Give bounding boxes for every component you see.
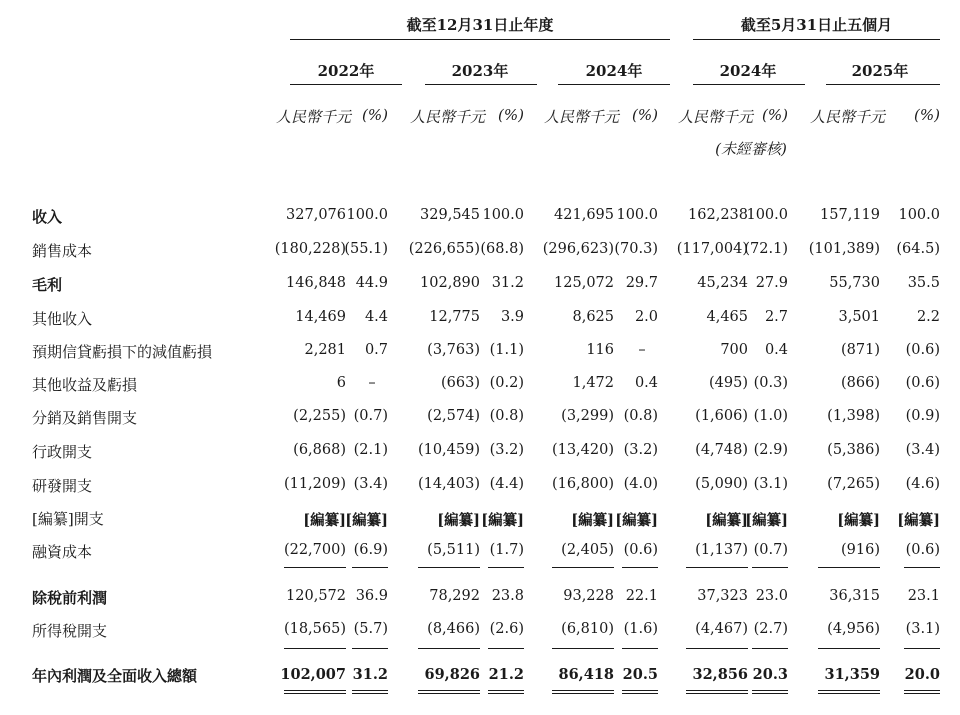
year-header: 2022年 [317,62,375,80]
subtotal-rule [418,648,480,649]
cell-amount: 4,465 [706,309,748,325]
total-double-rule [418,690,480,691]
subtotal-rule [818,648,880,649]
cell-percent: 100.0 [346,207,388,223]
cell-amount: 329,545 [420,207,480,223]
unit-amount-header: 人民幣千元 [678,108,754,126]
total-double-rule [552,690,614,691]
subtotal-rule [488,648,524,649]
subtotal-rule [686,567,748,568]
row-label: [編纂]開支 [32,510,104,528]
cell-percent: (2.6) [489,621,524,637]
subtotal-rule [488,567,524,568]
total-double-rule [622,693,658,694]
cell-amount: 8,625 [572,309,614,325]
cell-percent: 2.7 [764,309,788,325]
unaudited-note: (未經審核) [715,140,787,158]
row-label: 銷售成本 [32,242,93,260]
subtotal-rule [904,648,940,649]
cell-amount: (1,398) [827,408,880,424]
cell-percent: 20.0 [904,666,940,683]
group-underline [693,39,940,40]
year-underline [558,84,670,85]
total-double-rule [904,690,940,691]
cell-amount: 32,856 [692,666,748,683]
cell-amount: 78,292 [429,588,480,604]
cell-percent: (1.0) [753,408,788,424]
unit-pct-header: (%) [914,106,940,124]
cell-amount: (3,299) [561,408,614,424]
cell-amount: (4,467) [695,621,748,637]
row-label: 融資成本 [32,543,93,561]
year-header: 2023年 [451,62,509,80]
cell-amount: 1,472 [572,375,614,391]
cell-amount: 102,890 [420,275,480,291]
subtotal-rule [552,648,614,649]
cell-amount: (495) [709,375,748,391]
cell-percent: [編纂] [897,512,940,529]
year-underline [290,84,402,85]
cell-amount: 36,315 [829,588,880,604]
cell-amount: (226,655) [408,241,480,257]
cell-amount: 102,007 [280,666,346,683]
total-double-rule [686,690,748,691]
subtotal-rule [418,567,480,568]
cell-percent: 20.3 [752,666,788,683]
cell-percent: 44.9 [355,275,388,291]
cell-amount: (10,459) [417,442,480,458]
total-double-rule [352,690,388,691]
cell-percent: – [638,342,646,358]
cell-percent: – [368,375,376,391]
cell-percent: 0.4 [764,342,788,358]
total-double-rule [686,693,748,694]
cell-amount: (5,090) [695,476,748,492]
total-double-rule [818,690,880,691]
subtotal-rule [752,567,788,568]
cell-amount: 125,072 [554,275,614,291]
cell-amount: (3,763) [427,342,480,358]
cell-amount: (6,868) [293,442,346,458]
cell-amount: (1,137) [695,542,748,558]
cell-percent: 4.4 [364,309,388,325]
cell-amount: [編纂] [837,512,880,529]
row-label: 毛利 [32,276,63,294]
unit-amount-header: 人民幣千元 [410,108,486,126]
year-header: 2025年 [851,62,909,80]
cell-percent: 100.0 [898,207,940,223]
cell-amount: 31,359 [824,666,880,683]
cell-percent: (4.0) [623,476,658,492]
cell-amount: 45,234 [697,275,748,291]
row-label: 年內利潤及全面收入總額 [32,667,198,685]
cell-amount: (1,606) [695,408,748,424]
cell-percent: 23.8 [491,588,524,604]
cell-percent: (0.8) [489,408,524,424]
cell-amount: 116 [586,342,614,358]
cell-amount: 14,469 [295,309,346,325]
year-underline [693,84,805,85]
total-double-rule [418,693,480,694]
cell-amount: (5,511) [427,542,480,558]
cell-percent: (0.6) [623,542,658,558]
unit-amount-header: 人民幣千元 [276,108,352,126]
cell-amount: (22,700) [283,542,346,558]
cell-amount: (2,574) [427,408,480,424]
unit-amount-header: 人民幣千元 [544,108,620,126]
cell-percent: (2.7) [753,621,788,637]
cell-percent: (4.4) [489,476,524,492]
row-label: 所得稅開支 [32,622,108,640]
cell-amount: (6,810) [561,621,614,637]
cell-amount: [編纂] [705,512,748,529]
cell-amount: 6 [336,375,346,391]
subtotal-rule [284,567,346,568]
cell-amount: 3,501 [838,309,880,325]
cell-percent: 100.0 [482,207,524,223]
total-double-rule [904,693,940,694]
cell-amount: (16,800) [551,476,614,492]
cell-amount: (18,565) [283,621,346,637]
cell-percent: 22.1 [625,588,658,604]
total-double-rule [352,693,388,694]
cell-percent: 2.2 [916,309,940,325]
year-header: 2024年 [719,62,777,80]
cell-percent: 3.9 [500,309,524,325]
cell-amount: (871) [841,342,880,358]
cell-amount: 86,418 [558,666,614,683]
cell-amount: (866) [841,375,880,391]
group-header-full-year: 截至12月31日止年度 [406,16,554,34]
cell-percent: (1.7) [489,542,524,558]
cell-percent: 21.2 [488,666,524,683]
subtotal-rule [752,648,788,649]
cell-amount: (117,004) [676,241,748,257]
cell-percent: (3.2) [623,442,658,458]
cell-percent: (0.3) [753,375,788,391]
cell-percent: 100.0 [746,207,788,223]
cell-amount: [編纂] [437,512,480,529]
cell-amount: 2,281 [304,342,346,358]
cell-amount: 120,572 [286,588,346,604]
cell-percent: 20.5 [622,666,658,683]
total-double-rule [552,693,614,694]
row-label: 預期信貸虧損下的減值虧損 [32,343,213,361]
total-double-rule [752,690,788,691]
cell-percent: 36.9 [355,588,388,604]
cell-amount: (4,956) [827,621,880,637]
cell-percent: (72.1) [744,241,788,257]
cell-percent: (0.7) [753,542,788,558]
cell-amount: (180,228) [274,241,346,257]
year-underline [826,84,940,85]
cell-percent: [編纂] [745,512,788,529]
unit-pct-header: (%) [632,106,658,124]
cell-percent: (0.6) [905,342,940,358]
subtotal-rule [904,567,940,568]
cell-amount: 421,695 [554,207,614,223]
cell-percent: (55.1) [344,241,388,257]
cell-amount: [編纂] [571,512,614,529]
cell-percent: 0.7 [364,342,388,358]
total-double-rule [752,693,788,694]
cell-percent: (2.1) [353,442,388,458]
cell-amount: (2,405) [561,542,614,558]
cell-amount: 93,228 [563,588,614,604]
cell-percent: 31.2 [491,275,524,291]
subtotal-rule [552,567,614,568]
cell-percent: 23.1 [907,588,940,604]
subtotal-rule [352,567,388,568]
cell-percent: [編纂] [481,512,524,529]
row-label: 分銷及銷售開支 [32,409,138,427]
cell-amount: 157,119 [820,207,880,223]
cell-amount: (663) [441,375,480,391]
total-double-rule [622,690,658,691]
cell-amount: 700 [720,342,748,358]
cell-amount: 12,775 [429,309,480,325]
cell-percent: (0.6) [905,542,940,558]
row-label: 行政開支 [32,443,93,461]
cell-percent: 0.4 [634,375,658,391]
cell-percent: (4.6) [905,476,940,492]
cell-percent: (3.1) [753,476,788,492]
cell-percent: (0.8) [623,408,658,424]
cell-percent: (6.9) [353,542,388,558]
cell-percent: (3.2) [489,442,524,458]
cell-amount: (8,466) [427,621,480,637]
row-label: 收入 [32,208,63,226]
unit-pct-header: (%) [362,106,388,124]
unit-pct-header: (%) [498,106,524,124]
total-double-rule [818,693,880,694]
row-label: 研發開支 [32,477,93,495]
subtotal-rule [622,567,658,568]
cell-amount: (14,403) [417,476,480,492]
cell-percent: (0.2) [489,375,524,391]
cell-percent: (0.7) [353,408,388,424]
cell-percent: (1.1) [489,342,524,358]
row-label: 其他收益及虧損 [32,376,138,394]
row-label: 其他收入 [32,310,93,328]
cell-percent: (1.6) [623,621,658,637]
cell-percent: 31.2 [352,666,388,683]
cell-percent: (0.6) [905,375,940,391]
cell-amount: (5,386) [827,442,880,458]
cell-percent: [編纂] [345,512,388,529]
group-header-five-months: 截至5月31日止五個月 [740,16,893,34]
cell-amount: (2,255) [293,408,346,424]
total-double-rule [284,690,346,691]
total-double-rule [488,690,524,691]
cell-amount: (11,209) [283,476,346,492]
cell-percent: 35.5 [907,275,940,291]
cell-amount: (13,420) [551,442,614,458]
cell-percent: (2.9) [753,442,788,458]
cell-percent: 29.7 [625,275,658,291]
year-header: 2024年 [585,62,643,80]
cell-percent: 27.9 [755,275,788,291]
cell-amount: (101,389) [808,241,880,257]
cell-percent: (68.8) [480,241,524,257]
cell-amount: 162,238 [688,207,748,223]
cell-amount: 69,826 [424,666,480,683]
subtotal-rule [818,567,880,568]
cell-percent: [編纂] [615,512,658,529]
row-label: 除稅前利潤 [32,589,108,607]
cell-percent: (3.4) [353,476,388,492]
unit-amount-header: 人民幣千元 [810,108,886,126]
cell-percent: 100.0 [616,207,658,223]
cell-percent: (3.4) [905,442,940,458]
subtotal-rule [352,648,388,649]
cell-percent: (70.3) [614,241,658,257]
cell-amount: (296,623) [542,241,614,257]
cell-percent: 2.0 [634,309,658,325]
cell-amount: 55,730 [829,275,880,291]
cell-amount: (4,748) [695,442,748,458]
cell-percent: (0.9) [905,408,940,424]
unit-pct-header: (%) [762,106,788,124]
subtotal-rule [284,648,346,649]
cell-amount: 146,848 [286,275,346,291]
cell-amount: (916) [841,542,880,558]
cell-percent: (64.5) [896,241,940,257]
cell-percent: (3.1) [905,621,940,637]
cell-amount: (7,265) [827,476,880,492]
total-double-rule [488,693,524,694]
cell-amount: 37,323 [697,588,748,604]
year-underline [425,84,537,85]
subtotal-rule [686,648,748,649]
cell-percent: 23.0 [755,588,788,604]
cell-amount: 327,076 [286,207,346,223]
cell-percent: (5.7) [353,621,388,637]
cell-amount: [編纂] [303,512,346,529]
total-double-rule [284,693,346,694]
group-underline [290,39,670,40]
subtotal-rule [622,648,658,649]
